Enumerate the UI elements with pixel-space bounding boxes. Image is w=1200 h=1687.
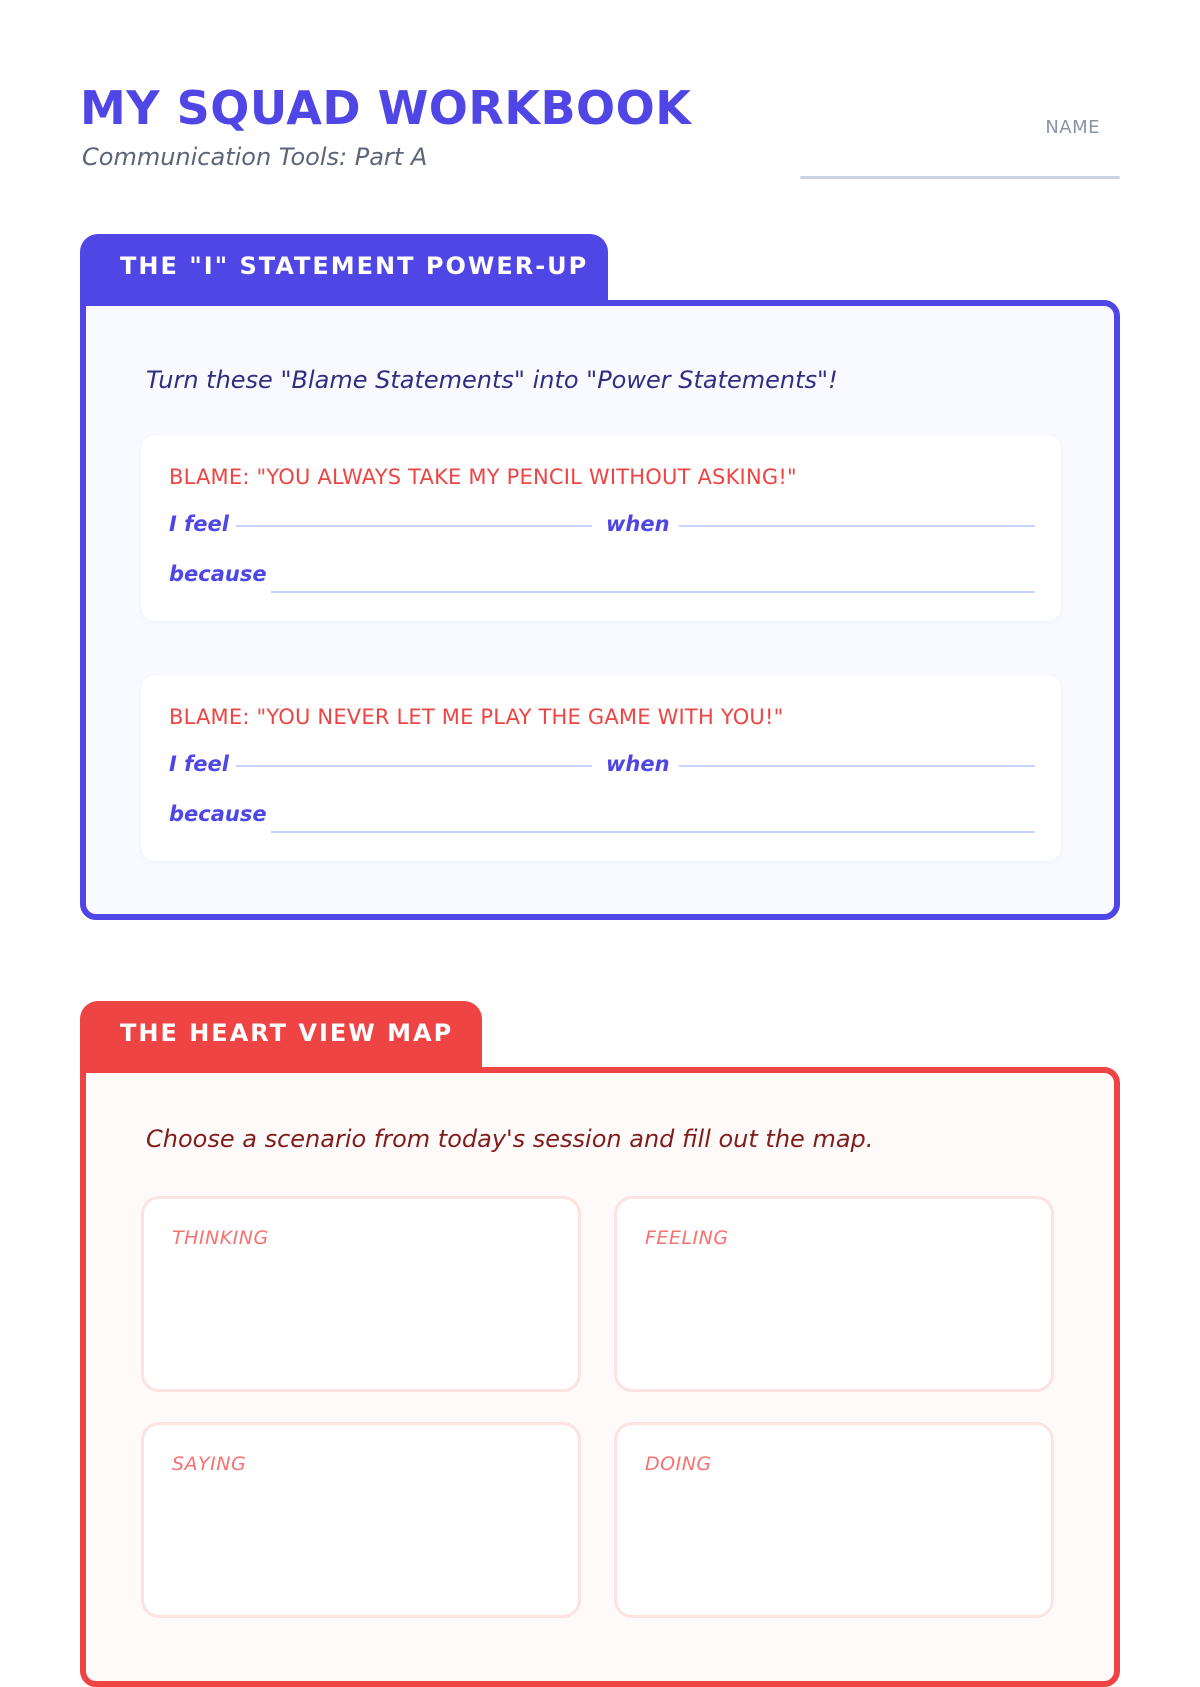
name-write-line[interactable]	[800, 176, 1120, 179]
when-write-line[interactable]	[679, 525, 1035, 527]
when-label: when	[606, 512, 670, 536]
i-statement-panel	[80, 300, 1120, 920]
blame-card	[141, 675, 1061, 861]
i-feel-write-line[interactable]	[236, 765, 592, 767]
name-label: NAME	[1045, 117, 1100, 138]
i-feel-write-line[interactable]	[236, 525, 592, 527]
because-write-line[interactable]	[271, 591, 1035, 593]
feeling-label: FEELING	[645, 1227, 729, 1249]
i-statement-title: THE "I" STATEMENT POWER-UP	[120, 252, 589, 280]
i-feel-label: I feel	[169, 512, 229, 536]
page-subtitle: Communication Tools: Part A	[82, 143, 428, 171]
feeling-box[interactable]	[614, 1196, 1054, 1392]
heart-map-title: THE HEART VIEW MAP	[120, 1019, 454, 1047]
blame-statement: BLAME: "YOU NEVER LET ME PLAY THE GAME WITH YOU!"	[169, 705, 784, 729]
thinking-label: THINKING	[172, 1227, 269, 1249]
when-label: when	[606, 752, 670, 776]
because-write-line[interactable]	[271, 831, 1035, 833]
i-feel-label: I feel	[169, 752, 229, 776]
saying-label: SAYING	[172, 1453, 247, 1475]
saying-box[interactable]	[141, 1422, 581, 1618]
doing-box[interactable]	[614, 1422, 1054, 1618]
heart-map-tab	[80, 1001, 482, 1073]
blame-card	[141, 435, 1061, 621]
because-label: because	[169, 562, 267, 586]
doing-label: DOING	[645, 1453, 712, 1475]
because-label: because	[169, 802, 267, 826]
blame-statement: BLAME: "YOU ALWAYS TAKE MY PENCIL WITHOUT ASKING!"	[169, 465, 797, 489]
heart-map-instruction: Choose a scenario from today's session and fill out the map.	[146, 1125, 874, 1153]
thinking-box[interactable]	[141, 1196, 581, 1392]
page-title: MY SQUAD WORKBOOK	[80, 81, 692, 135]
when-write-line[interactable]	[679, 765, 1035, 767]
i-statement-instruction: Turn these "Blame Statements" into "Power Statements"!	[146, 366, 838, 394]
heart-map-panel	[80, 1067, 1120, 1687]
i-statement-tab	[80, 234, 608, 306]
